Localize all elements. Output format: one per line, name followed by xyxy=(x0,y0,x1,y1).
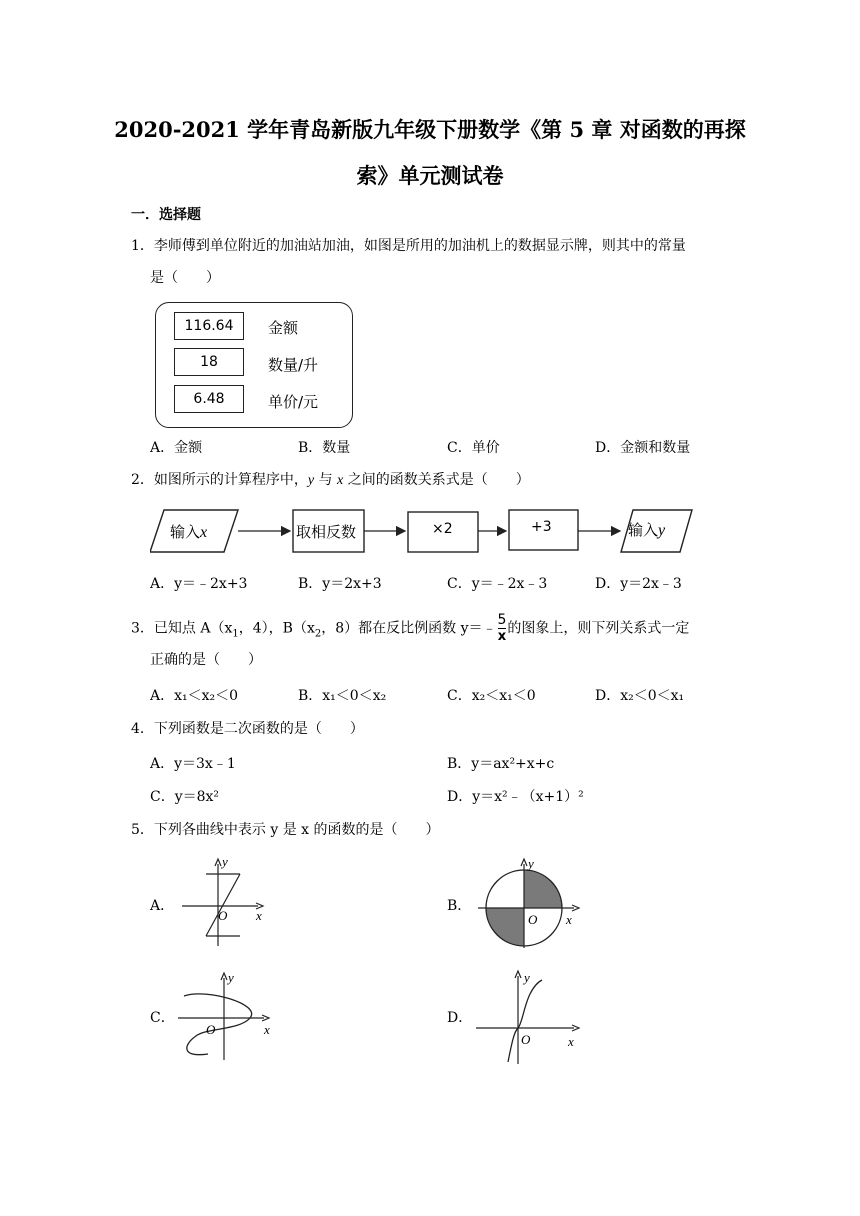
fuel-display-board xyxy=(155,302,353,428)
q4-option-b: B．y＝ax²+x+c xyxy=(447,756,555,772)
page-title-line2: 索》单元测试卷 xyxy=(356,163,504,188)
q3-option-b: B．x₁＜0＜x₂ xyxy=(298,688,387,704)
q3-fraction-denominator: x xyxy=(497,629,507,644)
svg-text:x: x xyxy=(568,1034,574,1049)
q4-stem: 4．下列函数是二次函数的是（ ） xyxy=(131,721,364,737)
q1-option-d: D．金额和数量 xyxy=(595,440,691,456)
flow-step1-label: 取相反数 xyxy=(296,523,357,541)
q3-option-c: C．x₂＜x₁＜0 xyxy=(447,688,536,704)
amount-value: 116.64 xyxy=(174,312,244,340)
q1-stem-line2: 是（ ） xyxy=(150,270,220,286)
q4-option-c: C．y＝8x² xyxy=(150,789,220,805)
q3-stem-line1: 3．已知点 $A(x_1$，4），$B(x_2$，8）都在反比例函数 y＝﹣ $\frac{5}{x}$ 的图象上，则下列关系式一定 xyxy=(131,612,690,644)
q5-option-b: B． xyxy=(447,898,472,914)
flow-step3-label: +3 xyxy=(531,519,552,535)
flow-output-label: 输入y xyxy=(628,521,666,539)
page-title-line1: 2020-2021 学年青岛新版九年级下册数学《第 5 章 对函数的再探 xyxy=(114,117,746,142)
amount-label: 金额 xyxy=(268,319,299,337)
svg-text:O: O xyxy=(521,1032,531,1047)
svg-text:y: y xyxy=(222,856,228,869)
q1-option-b: B．数量 xyxy=(298,440,351,456)
q2-option-c: C．y＝﹣2x﹣3 xyxy=(447,576,548,592)
svg-text:O: O xyxy=(218,908,228,923)
q3-option-a: A．x₁＜x₂＜0 xyxy=(150,688,239,704)
quantity-label: 数量/升 xyxy=(268,356,319,374)
q1-option-a: A．金额 xyxy=(150,440,203,456)
q2-option-a: A．y＝﹣2x+3 xyxy=(150,576,248,592)
graph-a xyxy=(176,856,268,950)
q1-option-c: C．单价 xyxy=(447,440,500,456)
flow-input-label: 输入x xyxy=(170,523,208,541)
q5-option-d: D． xyxy=(447,1010,473,1026)
price-value: 6.48 xyxy=(174,385,244,413)
graph-b xyxy=(474,856,586,950)
q5-option-a: A． xyxy=(150,898,175,914)
svg-text:y: y xyxy=(228,970,234,985)
svg-text:x: x xyxy=(256,908,262,923)
graph-c xyxy=(176,970,278,1064)
svg-text:x: x xyxy=(566,912,572,927)
q1-stem-line1: 1．李师傅到单位附近的加油站加油，如图是所用的加油机上的数据显示牌，则其中的常量 xyxy=(131,238,686,254)
svg-text:y: y xyxy=(528,856,534,871)
svg-text:O: O xyxy=(206,1022,216,1037)
svg-text:O: O xyxy=(528,912,538,927)
q3-stem-line2: 正确的是（ ） xyxy=(150,652,262,668)
q2-stem: 2．如图所示的计算程序中，y 与 x 之间的函数关系式是（ ） xyxy=(131,472,530,488)
q5-stem: 5．下列各曲线中表示 y 是 x 的函数的是（ ） xyxy=(131,822,440,838)
graph-d xyxy=(474,966,586,1066)
q4-option-d: D．y＝x²﹣（x+1）² xyxy=(447,789,584,805)
q2-option-d: D．y＝2x﹣3 xyxy=(595,576,682,592)
q2-flowchart xyxy=(150,502,710,560)
q3-option-d: D．x₂＜0＜x₁ xyxy=(595,688,685,704)
q5-option-c: C． xyxy=(150,1010,175,1026)
q3-fraction-numerator: 5 xyxy=(497,612,507,628)
quantity-value: 18 xyxy=(174,348,244,376)
price-label: 单价/元 xyxy=(268,393,319,411)
section-heading: 一．选择题 xyxy=(131,207,201,223)
q4-option-a: A．y＝3x﹣1 xyxy=(150,756,236,772)
q2-option-b: B．y＝2x+3 xyxy=(298,576,382,592)
svg-text:y: y xyxy=(524,970,530,985)
svg-text:x: x xyxy=(264,1022,270,1037)
flow-step2-label: ×2 xyxy=(432,521,453,537)
